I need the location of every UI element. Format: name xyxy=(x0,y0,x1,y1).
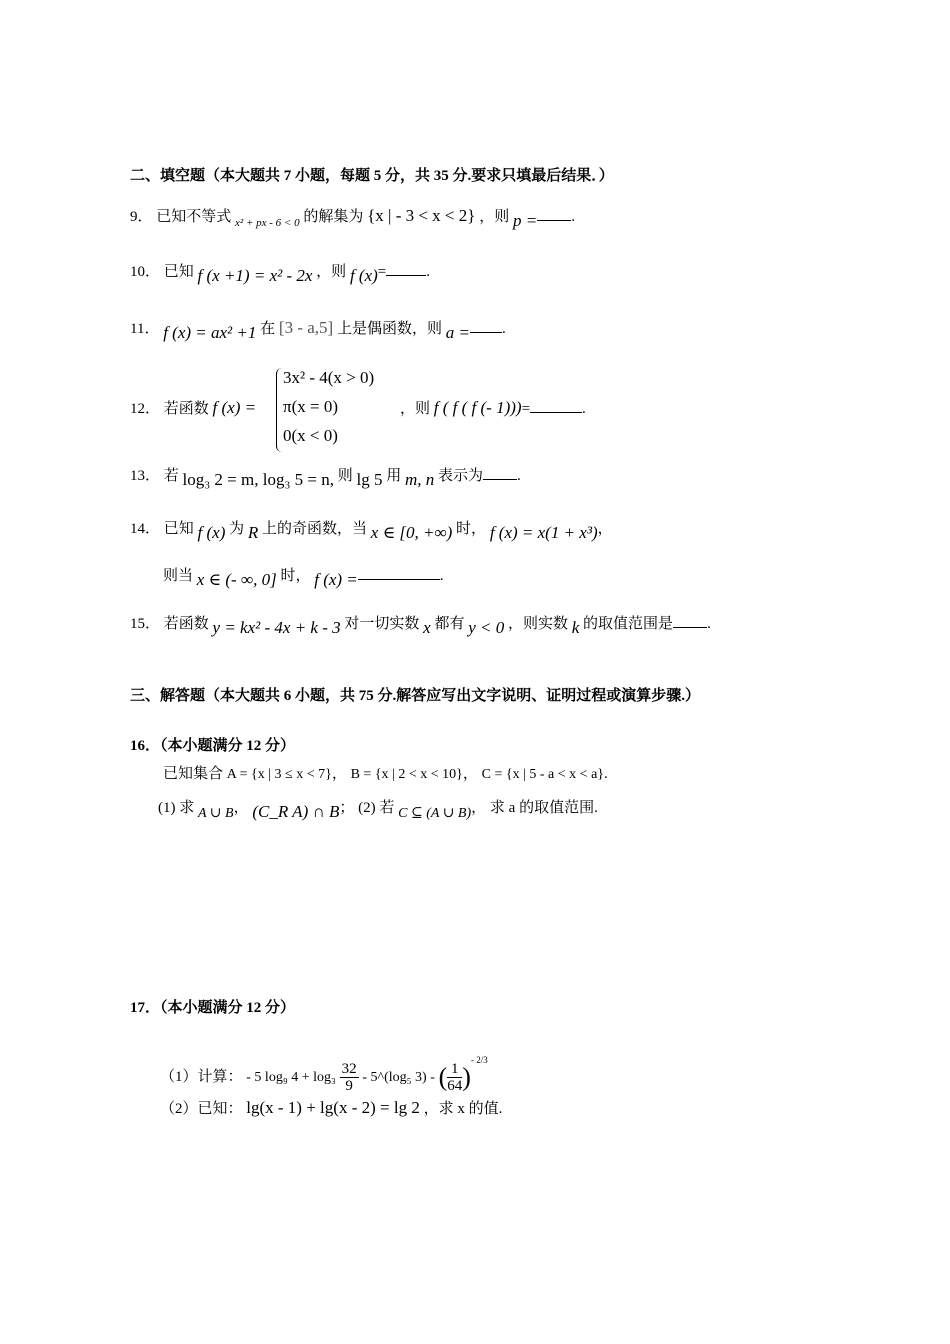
q13-text3: 用 xyxy=(386,468,402,484)
q17-part2 xyxy=(160,1098,502,1119)
q12-text2: ，则 xyxy=(400,401,431,417)
q17-frac-den: 9 xyxy=(345,1078,353,1095)
q14-R: R xyxy=(247,523,259,542)
q17-part1 xyxy=(160,1040,488,1095)
q12-eq: = xyxy=(521,401,531,417)
q17-frac2-den: 64 xyxy=(447,1078,463,1095)
q15-number: 15． xyxy=(130,616,161,632)
q15-k: k xyxy=(571,618,580,637)
q10-number: 10． xyxy=(130,264,161,280)
q9-set: {x | - 3 < x < 2} xyxy=(367,206,476,225)
q9-expr: x² + px - 6 < 0 xyxy=(235,217,300,229)
q14-fx: f (x) xyxy=(197,523,226,542)
q11-text1: 在 xyxy=(260,321,276,337)
q15-text4: ，则实数 xyxy=(507,616,568,632)
question-10 xyxy=(130,262,430,286)
question-14-line2 xyxy=(163,566,444,590)
question-11 xyxy=(130,318,506,343)
q16-sep5: ， xyxy=(471,800,487,816)
q17-p2-text: ，求 x 的值. xyxy=(423,1101,503,1117)
q14-text3: 上的奇函数，当 xyxy=(262,521,368,537)
q16-sep1: ， xyxy=(331,766,347,782)
q17-exponent: - 2/3 xyxy=(470,1055,488,1065)
q17-paren-open: ( xyxy=(438,1062,448,1092)
q12-number: 12． xyxy=(130,401,161,417)
q17-fraction-32-9 xyxy=(340,1061,359,1094)
q14-text6: 时， xyxy=(280,568,311,584)
q11-end: . xyxy=(501,321,506,337)
q17-p1-expr-a: - 5 log₉ 4 + log₃ xyxy=(246,1070,336,1085)
q13-lg: lg 5 xyxy=(356,470,383,489)
q16-end1: . xyxy=(604,766,608,782)
q9-end: . xyxy=(571,209,575,225)
q14-text4: 时， xyxy=(456,521,487,537)
q11-answer-blank[interactable] xyxy=(470,320,502,333)
q10-fx: f (x) xyxy=(349,266,378,285)
q15-text2: 对一切实数 xyxy=(344,616,420,632)
q12-answer-blank[interactable] xyxy=(530,400,582,413)
q16-sep3: ， xyxy=(233,800,249,816)
q12-case3: 0(x < 0) xyxy=(283,426,338,445)
q9-answer-blank[interactable] xyxy=(537,208,571,221)
q13-text1: 若 xyxy=(163,468,179,484)
q9-number: 9． xyxy=(130,209,153,225)
q15-expr: y = kx² - 4x + k - 3 xyxy=(212,618,341,637)
q16-p2: (2) 若 xyxy=(358,800,395,816)
q13-expr: log₃ 2 = m, log₃ 5 = n, xyxy=(182,470,334,489)
q17-frac2-num: 1 xyxy=(447,1061,462,1078)
q13-end: . xyxy=(517,468,521,484)
question-15 xyxy=(130,614,711,638)
q14-comma: ， xyxy=(597,521,613,537)
q12-piecewise-brace xyxy=(276,368,283,452)
q13-text2: 则 xyxy=(337,468,353,484)
q11-var: a = xyxy=(445,323,470,342)
question-14 xyxy=(130,519,613,543)
q14-text1: 已知 xyxy=(163,521,194,537)
q15-cond: y < 0 xyxy=(468,618,505,637)
q10-text2: ，则 xyxy=(316,264,347,280)
q16-union: A ∪ B xyxy=(198,806,234,821)
q12-end: . xyxy=(582,401,586,417)
q11-expr: f (x) = ax² +1 xyxy=(163,323,257,342)
q14-answer-blank[interactable] xyxy=(358,567,440,580)
q16-line1 xyxy=(163,764,608,785)
q17-paren-close: ) xyxy=(462,1062,471,1092)
question-13 xyxy=(130,466,521,490)
q10-text1: 已知 xyxy=(163,264,194,280)
q16-sep2: ， xyxy=(462,766,478,782)
q12-case2: π(x = 0) xyxy=(283,397,338,416)
q15-x: x xyxy=(423,618,431,637)
q14-text2: 为 xyxy=(229,521,245,537)
q15-answer-blank[interactable] xyxy=(673,615,707,628)
q16-p1: (1) 求 xyxy=(158,800,195,816)
q16-cond: C ⊆ (A ∪ B) xyxy=(398,806,472,821)
q16-setB: B = {x | 2 < x < 10} xyxy=(350,767,463,782)
q16-title: 16．（本小题满分 12 分） xyxy=(130,738,296,754)
q16-setC: C = {x | 5 - a < x < a} xyxy=(481,767,604,782)
q15-text3: 都有 xyxy=(434,616,465,632)
q12-nested: f ( f ( f (- 1))) xyxy=(433,398,522,417)
q13-number: 13． xyxy=(130,468,161,484)
q17-p2-expr: lg(x - 1) + lg(x - 2) = lg 2 xyxy=(246,1098,420,1117)
q11-interval: [3 - a,5] xyxy=(278,318,334,337)
q13-vars: m, n xyxy=(405,470,435,489)
q13-answer-blank[interactable] xyxy=(483,467,517,480)
question-9 xyxy=(130,206,575,233)
q12-case1: 3x² - 4(x > 0) xyxy=(283,368,375,387)
q15-text5: 的取值范围是 xyxy=(583,616,674,632)
q9-text3: ，则 xyxy=(479,209,510,225)
q17-p1-label: （1）计算： xyxy=(160,1069,243,1085)
q9-text2: 的解集为 xyxy=(303,209,364,225)
q9-var: p = xyxy=(512,211,538,230)
q10-eq: = xyxy=(377,264,387,280)
q12-text1: 若函数 xyxy=(163,401,209,417)
question-12 xyxy=(130,398,256,419)
section-2-header: 二、填空题（本大题共 7 小题，每题 5 分，共 35 分.要求只填最后结果．） xyxy=(130,168,614,184)
q16-line2 xyxy=(158,798,598,824)
q14-number: 14． xyxy=(130,521,161,537)
q17-title: 17．（本小题满分 12 分） xyxy=(130,1000,296,1016)
q16-line1-text: 已知集合 xyxy=(163,766,224,782)
q17-frac-num: 32 xyxy=(341,1061,357,1078)
q17-fraction-1-64 xyxy=(447,1061,462,1094)
q12-fx: f (x) = xyxy=(212,398,257,417)
section-3-header: 三、解答题（本大题共 6 小题，共 75 分.解答应写出文字说明、证明过程或演算步骤.） xyxy=(130,688,701,704)
q16-ask: 求 a 的取值范围. xyxy=(489,800,598,816)
q14-expr1: f (x) = x(1 + x³) xyxy=(489,523,598,542)
q17-p2-label: （2）已知： xyxy=(160,1101,243,1117)
q14-domain1: x ∈ [0, +∞) xyxy=(370,523,453,542)
q10-answer-blank[interactable] xyxy=(386,263,426,276)
q16-sep4: ； xyxy=(339,800,355,816)
q10-expr: f (x +1) = x² - 2x xyxy=(197,266,313,285)
q17-p1-expr-b: - 5^(log₅ 3) - xyxy=(362,1070,435,1085)
q14-end: . xyxy=(439,568,444,584)
q10-end: . xyxy=(426,264,430,280)
q14-text5: 则当 xyxy=(163,568,194,584)
q16-setA: A = {x | 3 ≤ x < 7} xyxy=(226,767,332,782)
q15-end: . xyxy=(707,616,711,632)
q9-text1: 已知不等式 xyxy=(156,209,232,225)
q11-text2: 上是偶函数，则 xyxy=(336,321,442,337)
q15-text1: 若函数 xyxy=(163,616,209,632)
question-12-tail xyxy=(400,398,586,419)
q11-number: 11． xyxy=(130,321,160,337)
q13-text4: 表示为 xyxy=(438,468,484,484)
q16-comp: (C_R A) ∩ B xyxy=(252,802,340,821)
q14-domain2: x ∈ (- ∞, 0] xyxy=(196,570,277,589)
q14-expr2: f (x) = xyxy=(314,570,358,589)
